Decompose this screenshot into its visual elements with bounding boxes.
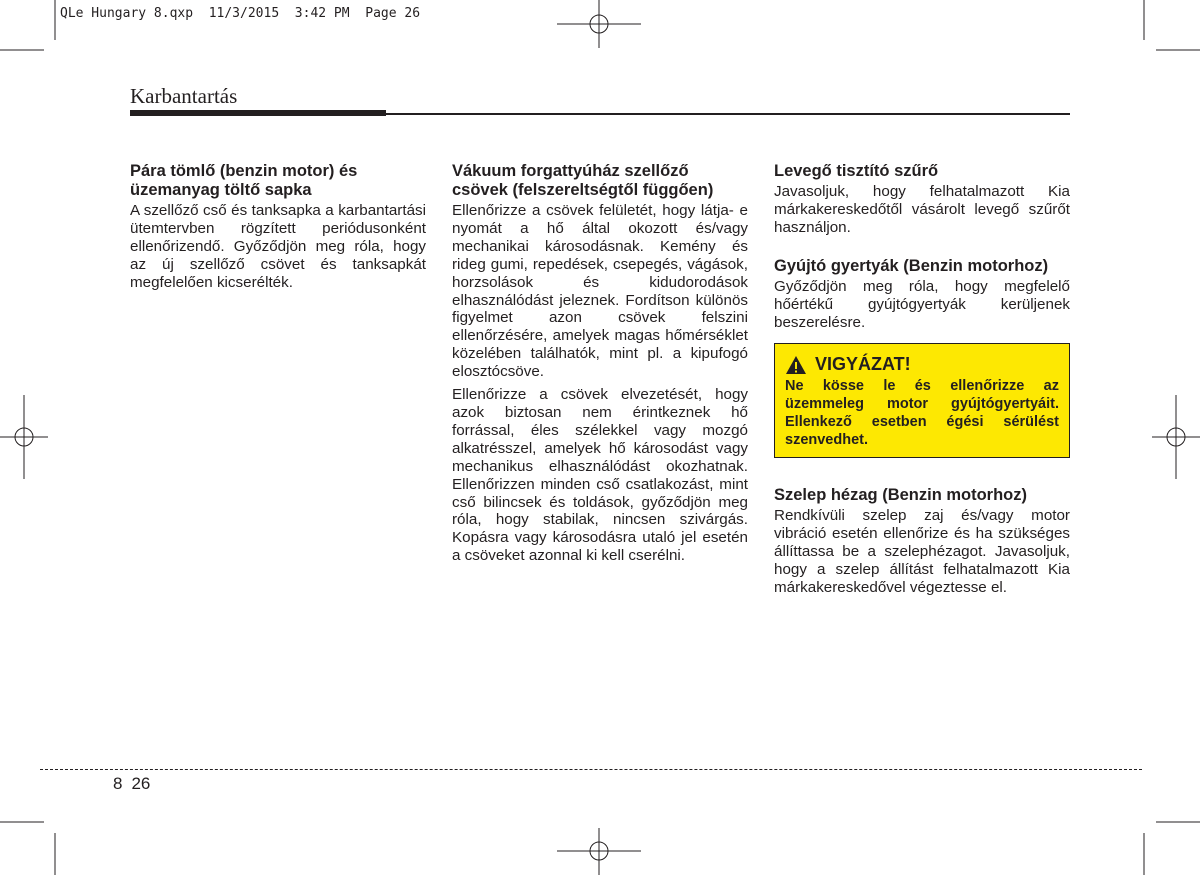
heading-valve-clearance: Szelep hézag (Benzin motorhoz) xyxy=(774,486,1028,505)
page-number xyxy=(113,774,159,794)
warning-box xyxy=(774,343,1070,458)
heading-spark-plugs: Gyújtó gyertyák (Benzin motorhoz) xyxy=(774,256,1049,275)
text-spark-plugs: Győződjön meg róla, hogy megfelelő hőértékű gyújtógyertyák kerüljenek beszerelésre. xyxy=(774,277,1070,331)
heading-vapor-hose: Pára tömlő (benzin motor) és üzemanyag töltő sapka xyxy=(130,162,358,199)
registration-mark-icon xyxy=(1152,395,1200,479)
registration-mark-icon xyxy=(557,828,641,875)
text-vapor-hose: A szellőző cső és tanksapka a karbantartási ütemtervben rögzített periódusonként ellenőrizendő. Győződjön meg róla, hogy az új szellőző csövet és tanksapkát megfelelően kicserélték. xyxy=(130,202,426,291)
chapter-number: 8 xyxy=(113,774,123,793)
column-1 xyxy=(130,162,426,292)
air-filter-section xyxy=(774,162,1070,237)
spark-plug-section xyxy=(774,257,1070,332)
registration-mark-icon xyxy=(557,0,641,48)
warning-title: VIGYÁZAT! xyxy=(815,354,911,375)
print-slug: QLe Hungary 8.qxp 11/3/2015 3:42 PM Page 26 xyxy=(60,6,421,21)
column-2 xyxy=(452,162,748,565)
section-title: Karbantartás xyxy=(130,84,238,108)
heading-air-filter: Levegő tisztító szűrő xyxy=(774,162,939,180)
warning-text: Ne kösse le és ellenőrizze az üzemmeleg motor gyújtógyertyáit. Ellenkező esetben égési sérülést szenvedhet. xyxy=(785,378,1059,449)
registration-mark-icon xyxy=(0,395,48,479)
text-crankcase-hoses-2: Ellenőrizze a csövek elvezetését, hogy azok biztosan nem érintkeznek hő forrással, éles szélekkel vagy mozgó alkatrésszel, amelyek hő károsodást vagy mechanikus elhasználódást okozhatnak. Ellenőrizzen minden cső csatlakozást, mint cső bilincsek és toldások, győződjön meg róla, hogy stabilak, nincsen szivárgás. Kopásra vagy károsodásra utaló jel esetén a csöveket azonnal ki kell cserélni. xyxy=(452,386,748,565)
text-air-filter: Javasoljuk, hogy felhatalmazott Kia márkakereskedőtől vásárolt levegő szűrőt használjon. xyxy=(774,183,1070,236)
text-valve-clearance: Rendkívüli szelep zaj és/vagy motor vibráció esetén ellenőrize és ha szükséges állíttassa be a szelephézagot. Javasoljuk, hogy a szelep állítást felhatalmazott Kia márkakereskedővel végeztesse el. xyxy=(774,507,1070,597)
footer-divider xyxy=(40,769,1142,770)
column-3 xyxy=(774,162,1070,597)
heading-crankcase-hoses: Vákuum forgattyúház szellőző csövek (felszereltségtől függően) xyxy=(452,162,714,199)
text-crankcase-hoses-1: Ellenőrizze a csövek felületét, hogy látja- e nyomát a hő által okozott és/vagy mechanikai károsodásnak. Kemény és rideg gumi, repedések, csepegés, vágások, horzsolások és kidudorodások elhasználódást jeleznek. Fordítson különös figyelmet azon csövek felszini ellenőrzésére, amelyek magas hőmérséklet közelében találhatók, mint pl. a kipufogó elosztócsöve. xyxy=(452,202,748,381)
valve-clearance-section xyxy=(774,486,1070,597)
warning-triangle-icon xyxy=(785,355,807,375)
page-index: 26 xyxy=(131,774,151,793)
title-rule xyxy=(130,110,1070,116)
